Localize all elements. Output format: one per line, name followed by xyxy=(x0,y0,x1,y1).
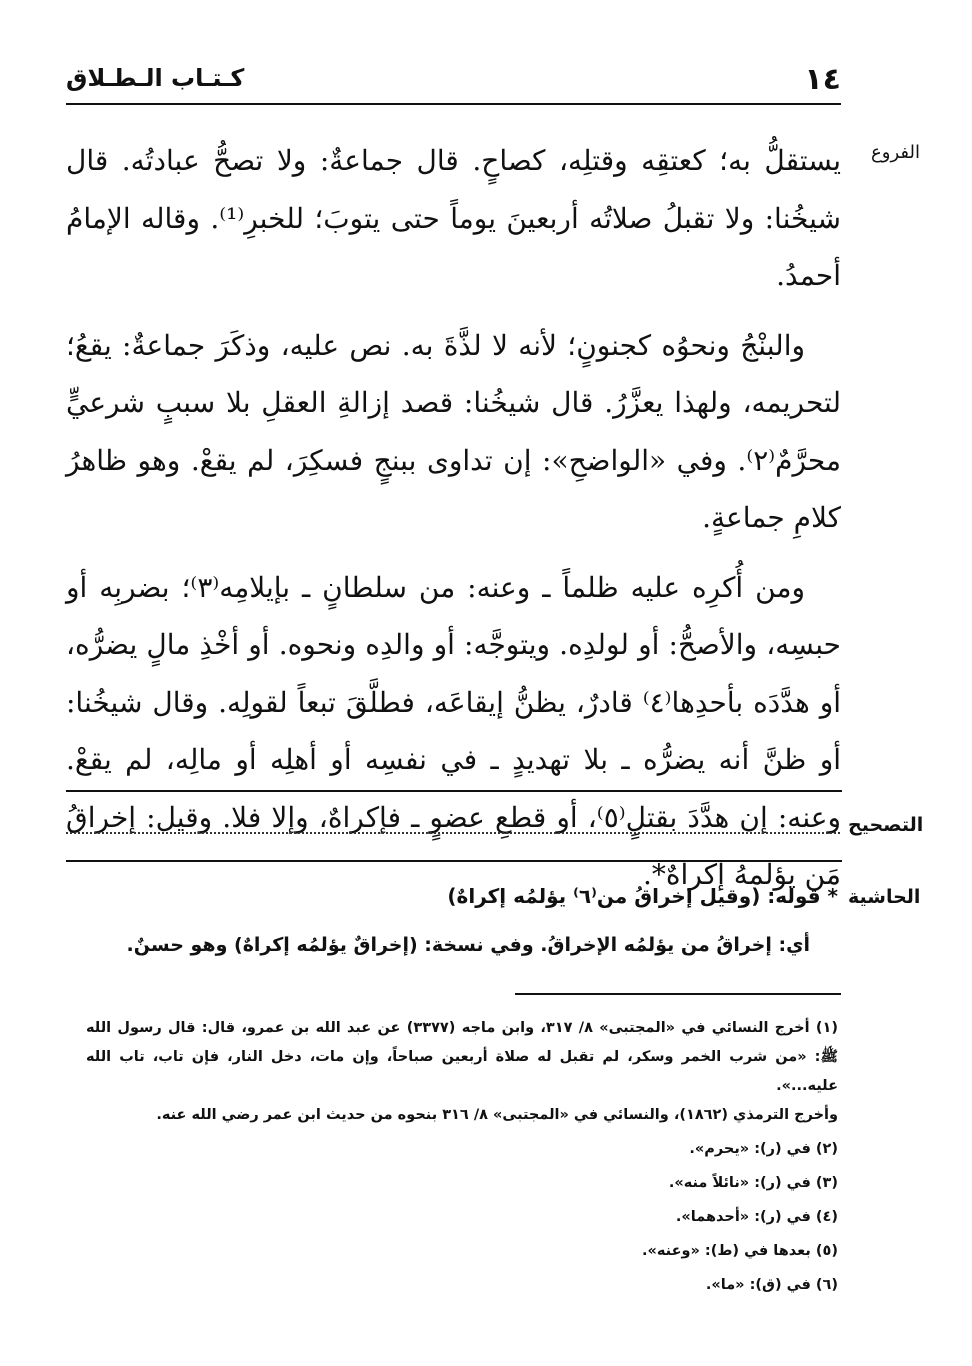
book-title: كـتـاب الـطـلاق xyxy=(66,64,245,92)
margin-label-tashih: التصحيح xyxy=(848,814,924,836)
footnote-separator xyxy=(515,993,841,995)
footnote-4: (٤) في (ر): «أحدهما». xyxy=(675,1209,838,1225)
header-rule xyxy=(66,103,841,105)
margin-label-hashia: الحاشية xyxy=(848,886,921,908)
hashia-body: أي: إخراقُ من يؤلمُه الإخراقُ. وفي نسخة: (إخراقٌ يؤلمُه إكراهٌ) وهو حسنٌ. xyxy=(126,934,810,956)
main-text xyxy=(66,132,841,904)
main-paragraph-1: يستقلُّ به؛ كعتقِه وقتلِه، كصاحٍ. قال جماعةٌ: ولا تصحُّ عبادتُه. قال شيخُنا: ولا تقبلُ صلاتُه أربعينَ يوماً حتى يتوبَ؛ للخبرِ⁽¹⁾. وقاله الإمامُ أحمدُ. xyxy=(66,144,842,292)
footnote-1: (١) أخرج النسائي في «المجتبى» ٨/ ٣١٧، وابن ماجه (٣٣٧٧) عن عبد الله بن عمرو، قال: قال رسول الله ﷺ: «من شرب الخمر وسكر، لم تقبل له صلاة أربعين صباحاً، وإن مات، دخل النار، فإن تاب، تاب الله عليه...». xyxy=(86,1020,839,1094)
footnote-1-continued: وأخرج الترمذي (١٨٦٢)، والنسائي في «المجتبى» ٨/ ٣١٦ بنحوه من حديث ابن عمر رضي الله عنه. xyxy=(156,1107,838,1123)
footnote-2: (٢) في (ر): «يحرم». xyxy=(689,1141,838,1157)
footnote-6: (٦) في (ق): «ما». xyxy=(705,1277,838,1293)
main-paragraph-2: والبنْجُ ونحوُه كجنونٍ؛ لأنه لا لذَّةَ به. نص عليه، وذكَرَ جماعةٌ: يقعُ؛ لتحريمه، ولهذا يعزَّرُ. قال شيخُنا: قصد إزالةِ العقلِ بلا سببٍ شرعيٍّ محرَّمٌ⁽٢⁾. وفي «الواضحِ»: إن تداوى ببنجٍ فسكِرَ، لم يقعْ. وهو ظاهرُ كلامِ جماعةٍ. xyxy=(66,328,841,534)
page-number: ١٤ xyxy=(804,62,841,97)
footnote-5: (٥) بعدها في (ط): «وعنه». xyxy=(642,1243,838,1259)
hashia-heading: * قوله: (وقيل إخراقُ من⁽٦⁾ يؤلمُه إكراهٌ) xyxy=(447,884,838,908)
main-paragraph-3: ومن أُكرِه عليه ظلماً ـ وعنه: من سلطانٍ ـ بإيلامِه⁽٣⁾؛ بضربِه أو حبسِه، والأصحُّ: أو لولدِه. ويتوجَّه: أو والدِه ونحوه. أو أخْذِ مالٍ يضرُّه، أو هدَّدَه بأحدِها⁽٤⁾ قادرٌ، يظنُّ إيقاعَه، فطلَّقَ تبعاً لقولِه. وقال شيخُنا: أو ظنَّ أنه يضرُّه ـ بلا تهديدٍ ـ في نفسِه أو أهلِه أو مالِه، لم يقعْ. وعنه: إن هدَّدَ بقتلٍ⁽٥⁾، أو قطعِ عضوٍ ـ فإكراهٌ، وإلا فلا. وقيل: إخراقُ مَن يؤلمهُ إكراهٌ*. xyxy=(66,570,841,891)
footnote-3: (٣) في (ر): «نائلاً منه». xyxy=(668,1175,838,1191)
tashih-top-rule xyxy=(66,790,842,792)
margin-label-furu: الفروع xyxy=(871,142,920,163)
tashih-bottom-rule xyxy=(66,860,842,862)
running-header xyxy=(66,62,841,98)
tashih-dotted-line xyxy=(66,812,840,834)
footnotes xyxy=(86,1014,838,1305)
